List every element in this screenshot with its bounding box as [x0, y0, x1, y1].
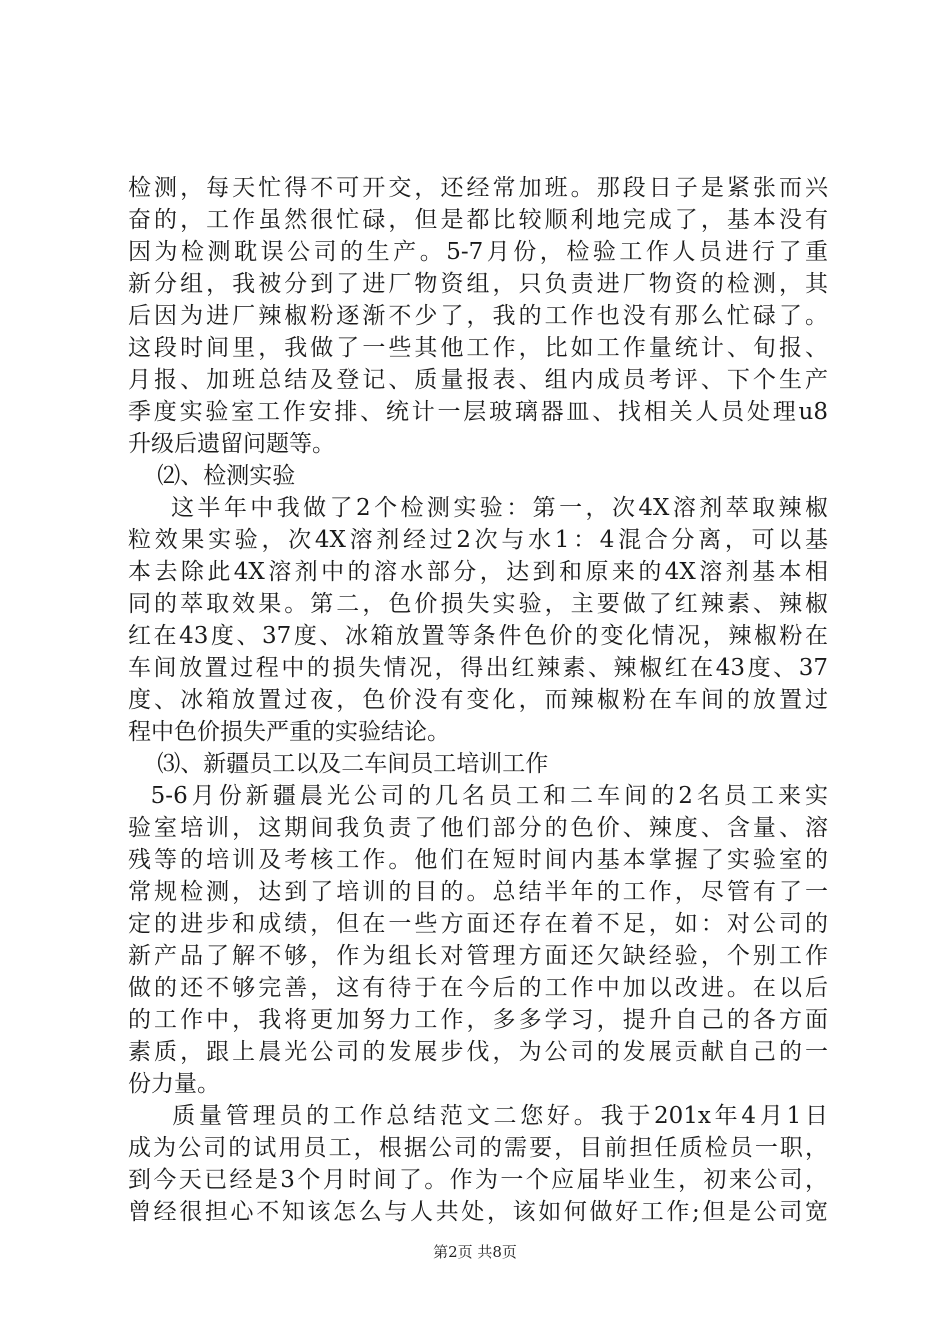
text-line: 5-6月份新疆晨光公司的几名员工和二车间的2名员工来实 — [128, 783, 828, 809]
text-line: 这半年中我做了2个检测实验：第一，次4X溶剂萃取辣椒 — [128, 495, 828, 521]
page-number-footer: 第2页 共8页 — [433, 1243, 517, 1261]
text-line: 素质，跟上晨光公司的发展步伐，为公司的发展贡献自己的一 — [128, 1039, 828, 1065]
text-line: 验室培训，这期间我负责了他们部分的色价、辣度、含量、溶 — [128, 815, 828, 841]
text-line: 月报、加班总结及登记、质量报表、组内成员考评、下个生产 — [128, 367, 828, 393]
text-line: 份力量。 — [128, 1071, 220, 1097]
text-line: 升级后遗留问题等。 — [128, 431, 335, 457]
text-line: 后因为进厂辣椒粉逐渐不少了，我的工作也没有那么忙碌了。 — [128, 303, 828, 329]
text-line: 同的萃取效果。第二，色价损失实验，主要做了红辣素、辣椒 — [128, 591, 828, 617]
text-line: 奋的，工作虽然很忙碌，但是都比较顺利地完成了，基本没有 — [128, 207, 828, 233]
text-line: 残等的培训及考核工作。他们在短时间内基本掌握了实验室的 — [128, 847, 828, 873]
text-line: 质量管理员的工作总结范文二您好。我于201x年4月1日 — [128, 1103, 828, 1129]
section-heading: ⑵、检测实验 — [128, 463, 296, 489]
text-line: 成为公司的试用员工，根据公司的需要，目前担任质检员一职， — [128, 1135, 828, 1161]
body-text — [128, 172, 828, 1228]
text-line: 因为检测耽误公司的生产。5-7月份，检验工作人员进行了重 — [128, 239, 828, 265]
text-line: 到今天已经是3个月时间了。作为一个应届毕业生，初来公司， — [128, 1167, 828, 1193]
text-line: 粒效果实验，次4X溶剂经过2次与水1：4混合分离，可以基 — [128, 527, 828, 553]
text-line: 度、冰箱放置过夜，色价没有变化，而辣椒粉在车间的放置过 — [128, 687, 828, 713]
text-line: 常规检测，达到了培训的目的。总结半年的工作，尽管有了一 — [128, 879, 828, 905]
text-line: 红在43度、37度、冰箱放置等条件色价的变化情况，辣椒粉在 — [128, 623, 828, 649]
text-line: 车间放置过程中的损失情况，得出红辣素、辣椒红在43度、37 — [128, 655, 828, 681]
text-line: 这段时间里，我做了一些其他工作，比如工作量统计、旬报、 — [128, 335, 828, 361]
text-line: 定的进步和成绩，但在一些方面还存在着不足，如：对公司的 — [128, 911, 828, 937]
text-line: 新产品了解不够，作为组长对管理方面还欠缺经验，个别工作 — [128, 943, 828, 969]
text-line: 的工作中，我将更加努力工作，多多学习，提升自己的各方面 — [128, 1007, 828, 1033]
text-line: 曾经很担心不知该怎么与人共处，该如何做好工作;但是公司宽 — [128, 1199, 828, 1225]
section-heading: ⑶、新疆员工以及二车间员工培训工作 — [128, 751, 549, 777]
text-line: 做的还不够完善，这有待于在今后的工作中加以改进。在以后 — [128, 975, 828, 1001]
text-line: 新分组，我被分到了进厂物资组，只负责进厂物资的检测，其 — [128, 271, 828, 297]
text-line: 本去除此4X溶剂中的溶水部分，达到和原来的4X溶剂基本相 — [128, 559, 828, 585]
text-line: 季度实验室工作安排、统计一层玻璃器皿、找相关人员处理u8 — [128, 399, 828, 425]
text-line: 程中色价损失严重的实验结论。 — [128, 719, 450, 745]
text-line: 检测，每天忙得不可开交，还经常加班。那段日子是紧张而兴 — [128, 175, 828, 201]
